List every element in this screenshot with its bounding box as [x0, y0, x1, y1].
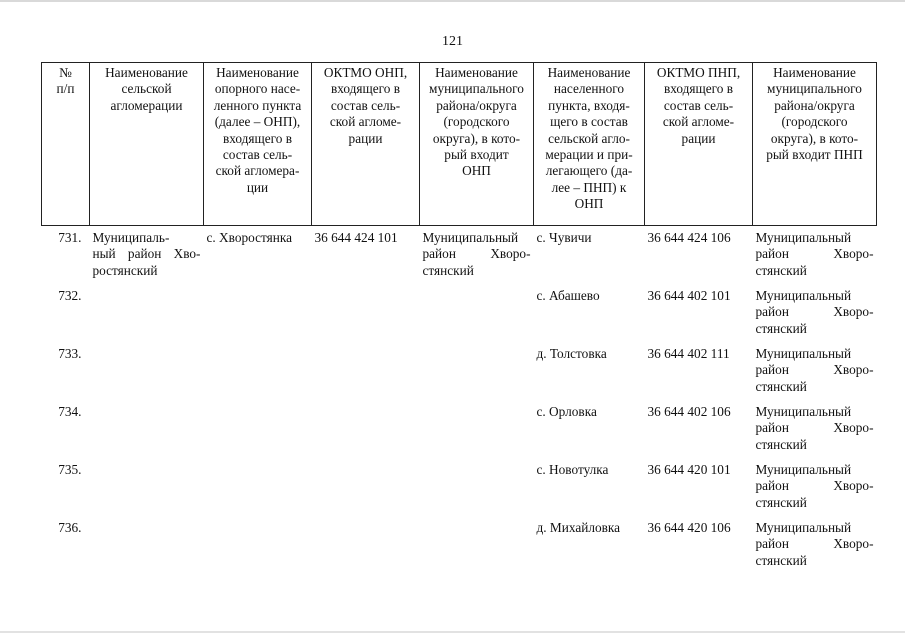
header-line: опорного насе-: [214, 81, 301, 97]
header-line: лее – ПНП) к: [551, 179, 627, 195]
agglomeration-name: [90, 346, 204, 404]
header-line: входящего в: [222, 130, 293, 146]
pnp-name: с. Абашево: [536, 288, 600, 303]
header-line: округа), в кото-: [432, 130, 521, 146]
header-line: рый входит: [444, 147, 509, 163]
table-row: [42, 462, 877, 520]
row-number: 736.: [58, 520, 82, 535]
pnp-oktmo: 36 644 402 111: [647, 346, 730, 361]
header-agglomeration: [90, 63, 204, 226]
table-row: [42, 226, 877, 289]
onp-district: [420, 404, 534, 462]
onp-name: с. Хворостянка: [206, 230, 293, 245]
onp-district-line: район Хворо-: [422, 246, 531, 262]
pnp-district-line: район Хворо-: [755, 478, 874, 494]
onp-oktmo: [312, 404, 420, 462]
header-line: п/п: [56, 81, 75, 97]
header-line: пункта, входя-: [548, 97, 630, 113]
pnp-name: с. Орловка: [536, 404, 597, 419]
pnp-district-line: стянский: [755, 436, 807, 452]
onp-district-line: стянский: [422, 262, 474, 278]
header-line: муниципального: [767, 81, 862, 97]
header-line: сельской: [121, 81, 172, 97]
top-edge-rule: [0, 0, 905, 2]
header-line: ской агломе-: [662, 114, 735, 130]
onp-oktmo: [312, 462, 420, 520]
pnp-district-line: район Хворо-: [755, 536, 874, 552]
header-line: ции: [246, 179, 269, 195]
onp-oktmo: 36 644 424 101: [314, 230, 398, 245]
row-number: 731.: [58, 230, 82, 245]
header-line: ОНП: [574, 196, 604, 212]
header-line: Наименование: [435, 65, 518, 80]
header-line: муниципального: [429, 81, 524, 97]
onp-name: [204, 288, 312, 346]
agglomeration-table: [41, 62, 877, 578]
pnp-name: с. Чувичи: [536, 230, 592, 245]
pnp-district-line: Муниципальный: [755, 404, 852, 419]
onp-oktmo: [312, 520, 420, 578]
pnp-district-line: стянский: [755, 320, 807, 336]
pnp-district-line: стянский: [755, 262, 807, 278]
header-line: легающего (да-: [545, 163, 633, 179]
onp-district-line: Муниципальный: [422, 230, 519, 245]
header-line: ОКТМО ПНП,: [656, 65, 741, 80]
table-row: [42, 520, 877, 578]
header-line: ОКТМО ОНП,: [323, 65, 408, 80]
agglomeration-name-line: Муниципаль-: [92, 230, 170, 245]
pnp-district: [753, 462, 877, 520]
header-number: [42, 63, 90, 226]
header-line: Наименование: [105, 65, 188, 80]
onp-oktmo: [312, 288, 420, 346]
onp-district: [420, 346, 534, 404]
pnp-district: [753, 226, 877, 289]
pnp-district-line: Муниципальный: [755, 462, 852, 477]
pnp-name: д. Михайловка: [536, 520, 621, 535]
header-line: Наименование: [216, 65, 299, 80]
pnp-district-line: стянский: [755, 494, 807, 510]
header-onp-name: [204, 63, 312, 226]
pnp-district-line: район Хворо-: [755, 246, 874, 262]
onp-name: [204, 404, 312, 462]
header-line: (городского: [781, 114, 848, 130]
row-number: 734.: [58, 404, 82, 419]
pnp-district-line: Муниципальный: [755, 520, 852, 535]
table-row: [42, 404, 877, 462]
pnp-district-line: район Хворо-: [755, 304, 874, 320]
page-number: 121: [442, 34, 463, 49]
agglomeration-name: [90, 404, 204, 462]
table-header-row: [42, 63, 877, 226]
pnp-district: [753, 404, 877, 462]
header-line: сельской агло-: [548, 130, 630, 146]
pnp-district-line: район Хворо-: [755, 420, 874, 436]
pnp-oktmo: 36 644 402 101: [647, 288, 731, 303]
pnp-district: [753, 288, 877, 346]
row-number: 735.: [58, 462, 82, 477]
header-line: ленного пункта: [213, 97, 302, 113]
pnp-oktmo: 36 644 424 106: [647, 230, 731, 245]
header-line: входящего в: [330, 81, 401, 97]
pnp-name: с. Новотулка: [536, 462, 609, 477]
pnp-district-line: Муниципальный: [755, 288, 852, 303]
header-line: (далее – ОНП),: [214, 114, 301, 130]
onp-district: [420, 520, 534, 578]
pnp-oktmo: 36 644 402 106: [647, 404, 731, 419]
onp-name: [204, 520, 312, 578]
pnp-district: [753, 346, 877, 404]
pnp-district-line: стянский: [755, 378, 807, 394]
agglomeration-name: [90, 520, 204, 578]
agglomeration-name: [90, 288, 204, 346]
header-line: района/округа: [774, 97, 855, 113]
header-line: рации: [348, 130, 383, 146]
agglomeration-name-line: ростянский: [92, 262, 158, 278]
header-line: района/округа: [436, 97, 517, 113]
table-row: [42, 346, 877, 404]
table-body: [42, 226, 877, 579]
pnp-district: [753, 520, 877, 578]
header-line: (городского: [443, 114, 510, 130]
agglomeration-name: [90, 226, 204, 289]
pnp-district-line: Муниципальный: [755, 230, 852, 245]
onp-district: [420, 226, 534, 289]
header-line: населенного: [553, 81, 625, 97]
pnp-name: д. Толстовка: [536, 346, 607, 361]
pnp-oktmo: 36 644 420 106: [647, 520, 731, 535]
header-pnp-district: [753, 63, 877, 226]
header-line: рый входит ПНП: [766, 147, 863, 163]
header-pnp-oktmo: [645, 63, 753, 226]
row-number: 733.: [58, 346, 82, 361]
onp-oktmo: [312, 346, 420, 404]
table-row: [42, 288, 877, 346]
onp-name: [204, 462, 312, 520]
row-number: 732.: [58, 288, 82, 303]
onp-name: [204, 346, 312, 404]
header-line: агломерации: [110, 97, 183, 113]
onp-district: [420, 462, 534, 520]
header-line: округа), в кото-: [770, 130, 859, 146]
header-line: Наименование: [547, 65, 631, 80]
header-line: ской агломера-: [215, 163, 300, 179]
pnp-oktmo: 36 644 420 101: [647, 462, 731, 477]
header-line: ской агломе-: [329, 114, 402, 130]
pnp-district-line: стянский: [755, 552, 807, 568]
header-onp-district: [420, 63, 534, 226]
header-line: состав сель-: [330, 97, 401, 113]
agglomeration-name: [90, 462, 204, 520]
onp-district: [420, 288, 534, 346]
header-line: Наименование: [773, 65, 856, 80]
header-line: щего в состав: [550, 114, 628, 130]
header-line: входящего в: [663, 81, 734, 97]
header-line: ОНП: [462, 163, 491, 179]
pnp-district-line: Муниципальный: [755, 346, 852, 361]
header-pnp-name: [534, 63, 645, 226]
header-line: рации: [681, 130, 716, 146]
header-line: состав сель-: [222, 147, 293, 163]
header-line: №: [59, 65, 72, 80]
header-line: мерации и при-: [545, 147, 633, 163]
header-line: состав сель-: [663, 97, 734, 113]
agglomeration-name-line: ный район Хво-: [92, 246, 201, 262]
pnp-district-line: район Хворо-: [755, 362, 874, 378]
header-onp-oktmo: [312, 63, 420, 226]
